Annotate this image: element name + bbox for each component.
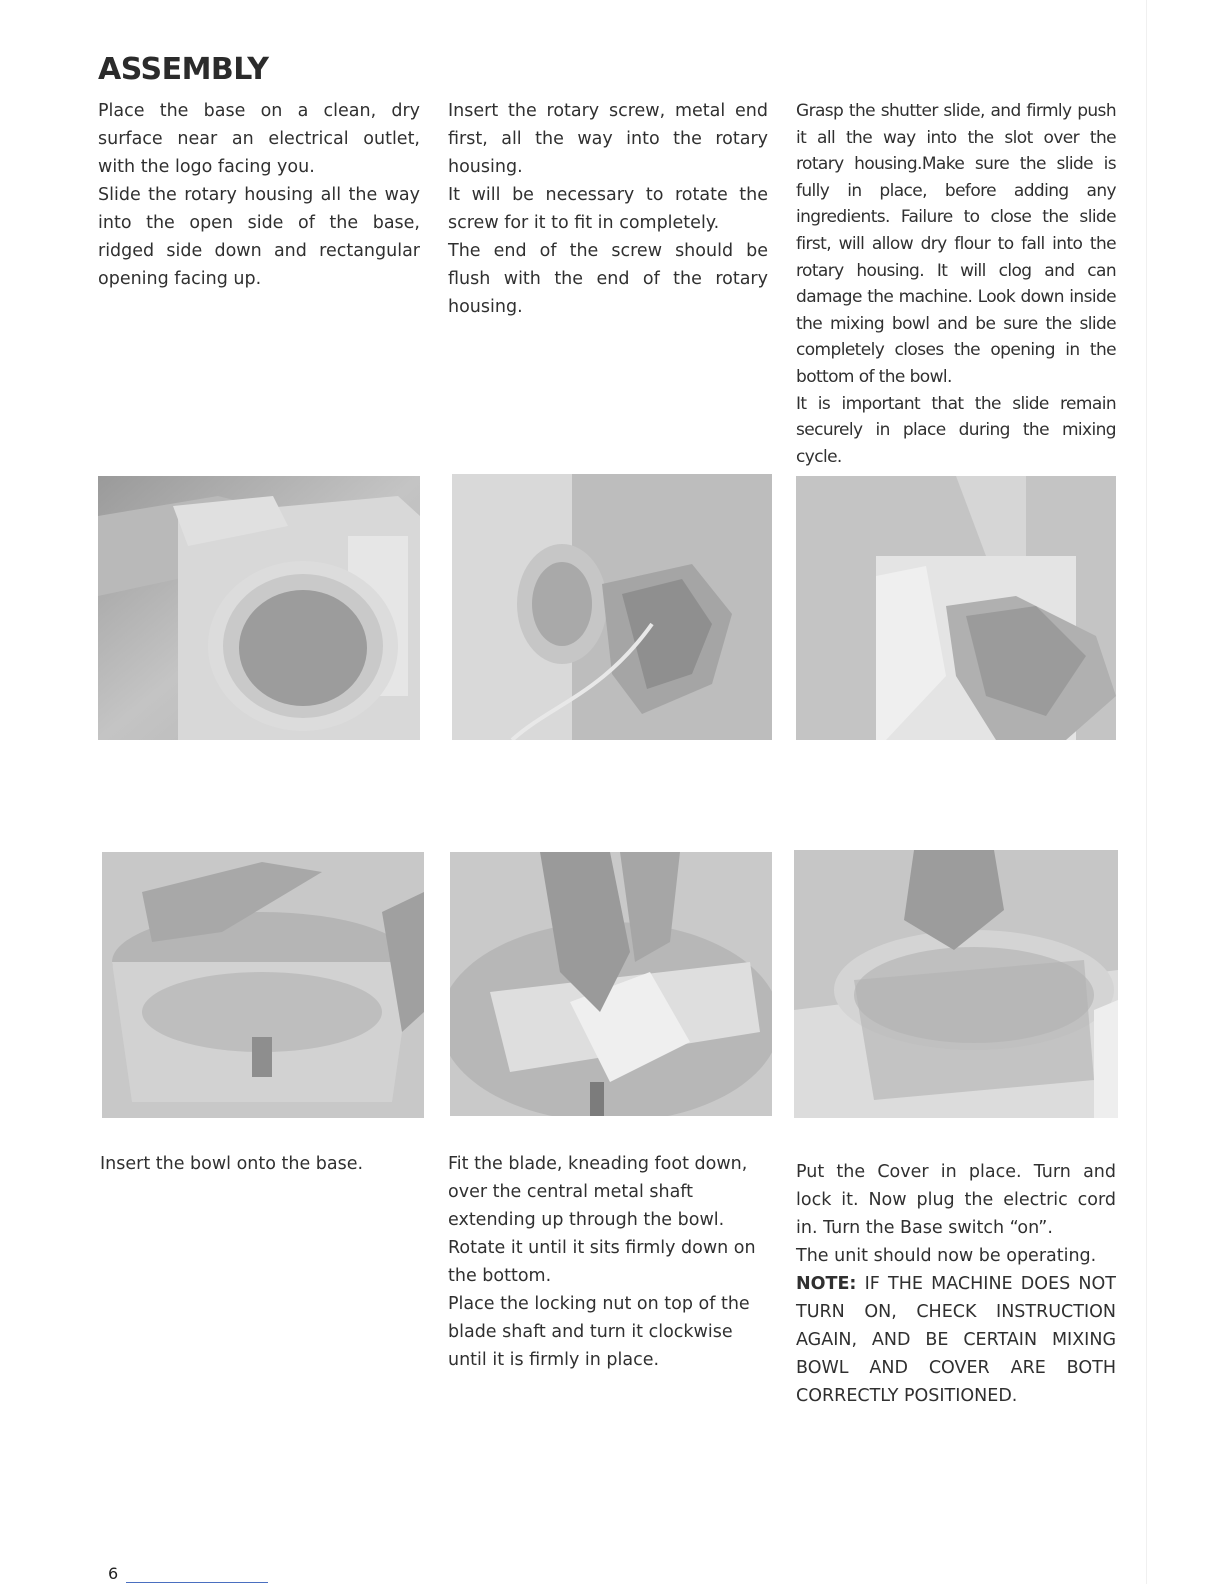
step-5-text (448, 1150, 768, 1374)
step-6-paragraph-1: Put the Cover in place. Turn and lock it. Now plug the electric cord in. Turn the Base switch “on”. (796, 1162, 1116, 1238)
step-2-paragraph-1: Insert the rotary screw, metal end first, all the way into the rotary housing. (448, 101, 768, 177)
step-1-paragraph-2: Slide the rotary housing all the way into the open side of the base, ridged side down and rectangular opening facing up. (98, 185, 420, 289)
page-title: ASSEMBLY (98, 52, 269, 87)
step-5-paragraph-1: Fit the blade, kneading foot down, over the central metal shaft extending up through the bowl. (448, 1154, 748, 1230)
page-number: 6 (108, 1564, 119, 1583)
step-6-paragraph-2: The unit should now be operating. (796, 1246, 1097, 1266)
page-edge (1146, 0, 1147, 1584)
step-2-paragraph-2: It will be necessary to rotate the screw for it to fit in completely. (448, 185, 768, 233)
step-1-paragraph-1: Place the base on a clean, dry surface near an electrical outlet, with the logo facing you. (98, 101, 420, 177)
step-3-paragraph-2: It is important that the slide remain securely in place during the mixing cycle. (796, 393, 1116, 467)
page-rule (126, 1582, 268, 1583)
step-5-paragraph-3: Place the locking nut on top of the blade shaft and turn it clockwise until it is firmly in place. (448, 1294, 750, 1370)
step-3-paragraph-1: Grasp the shutter slide, and firmly push it all the way into the slot over the rotary housing.Make sure the slide is fully in place, before adding any ingredients. Failure to close the slide first, will allow dry flour to fall into the rotary housing. It will clog and can damage the machine. Look down inside the mixing bowl and be sure the slide completely closes the opening in the bottom of the bowl. (796, 101, 1116, 387)
note-text: IF THE MACHINE DOES NOT TURN ON, CHECK INSTRUCTION AGAIN, AND BE CERTAIN MIXING BOWL AND COVER ARE BOTH CORRECTLY POSITIONED. (796, 1274, 1116, 1406)
photo-rotary-housing-in-base (98, 476, 420, 740)
step-1-text (98, 97, 420, 293)
photo-cover-in-place (794, 850, 1118, 1118)
photo-shutter-slide (796, 476, 1116, 740)
step-4-paragraph-1: Insert the bowl onto the base. (100, 1154, 364, 1174)
photo-rotary-screw-insert (452, 474, 772, 740)
step-6-text (796, 1158, 1116, 1410)
step-2-text (448, 97, 768, 321)
photo-blade-fitting (450, 852, 772, 1116)
step-5-paragraph-2: Rotate it until it sits firmly down on the bottom. (448, 1238, 756, 1286)
step-4-text (100, 1150, 420, 1178)
note-label: NOTE: (796, 1274, 857, 1294)
step-2-paragraph-3: The end of the screw should be flush with the end of the rotary housing. (448, 241, 768, 317)
photo-bowl-onto-base (102, 852, 424, 1118)
step-6-note (796, 1270, 1116, 1410)
step-3-text (796, 98, 1116, 470)
